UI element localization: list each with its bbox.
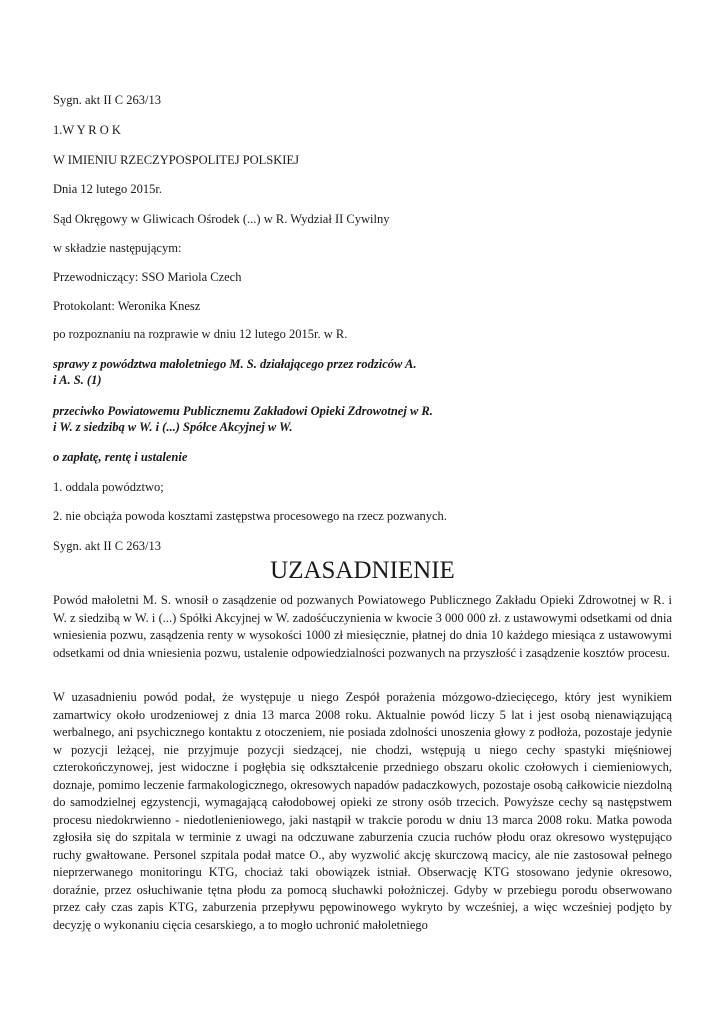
presiding-judge: Przewodniczący: SSO Mariola Czech <box>53 270 242 284</box>
justification-paragraph-1: Powód małoletni M. S. wnosił o zasądzenie od pozwanych Powiatowego Publicznego Zakładu Opieki Zdrowotnej w R. i W. z siedzibą w W. i (...) Spółki Akcyjnej w W. zadośćuczynienia w kwocie 3 000 000 zł. z ustawowymi odsetkami od dnia wniesienia pozwu, zasądzenia renty w wysokości 1000 zł miesięcznie, płatnej do dnia 10 każdego miesiąca z ustawowymi odsetkami od dnia wniesienia pozwu, ustalenie odpowiedzialności pozwanych na przyszłość i zasądzenie kosztów procesu. <box>53 593 672 660</box>
justification-case-number: Sygn. akt II C 263/13 <box>53 539 161 553</box>
court-clerk: Protokolant: Weronika Knesz <box>53 299 201 313</box>
case-subject: o zapłatę, rentę i ustalenie <box>53 450 188 464</box>
case-number: Sygn. akt II C 263/13 <box>53 93 161 107</box>
verdict-date: Dnia 12 lutego 2015r. <box>53 182 163 196</box>
composition-intro: w składzie następującym: <box>53 241 182 255</box>
justification-title: UZASADNIENIE <box>270 557 455 584</box>
in-the-name-heading: W IMIENIU RZECZYPOSPOLITEJ POLSKIEJ <box>53 153 299 167</box>
court-name: Sąd Okręgowy w Gliwicach Ośrodek (...) w R. Wydział II Cywilny <box>53 212 390 226</box>
verdict-title: 1.W Y R O K <box>53 123 121 137</box>
defendant-line-1: przeciwko Powiatowemu Publicznemu Zakładowi Opieki Zdrowotnej w R. <box>53 404 433 418</box>
justification-paragraph-2: W uzasadnieniu powód podał, że występuje u niego Zespół porażenia mózgowo-dziecięcego, który jest wynikiem zamartwicy około urodzeniowej z dnia 13 marca 2008 roku. Aktualnie powód liczy 5 lat i jest osobą nienawiązującą werbalnego, ani psychicznego kontaktu z otoczeniem, nie posiada zdolności unoszenia głowy z podłoża, pozostaje jedynie w pozycji leżącej, nie przyjmuje pozycji siedzącej, nie chodzi, wstępują u niego cechy spastyki mięśniowej czterokończynowej, jest widoczne i pogłębia się odkształcenie przedniego obszaru okolic czołowych i ciemieniowych, doznaje, pomimo leczenie farmakologicznego, okresowych napadów padaczkowych, pozostaje osobą całkowicie niezdolną do samodzielnej egzystencji, wymagającą całodobowej opieki ze strony osób trzecich. Powyższe cechy są następstwem procesu niedokrwienno - niedotlenieniowego, jaki nastąpił w trakcie porodu w dniu 13 marca 2008 roku. Matka powoda zgłosiła się do szpitala w terminie z uwagi na odczuwane zaburzenia czucia ruchów płodu oraz okresowo występująco ruchy gwałtowane. Personel szpitala podał matce O., aby wyzwolić akcję skurczową macicy, ale nie zastosował pełnego nieprzerwanego monitoringu KTG, chociaż taki obowiązek istniał. Obserwację KTG stosowano jedynie okresowo, doraźnie, przez osłuchiwanie tętna płodu za pomocą słuchawki położniczej. Gdyby w przebiegu porodu obserwowano przez cały czas zapis KTG, zaburzenia przepływu pępowinowego wykryto by wcześniej, a więc wcześniej podjęto by decyzję o wykonaniu cięcia cesarskiego, a to mogło uchronić małoletniego <box>53 690 672 932</box>
defendant-line-2: i W. z siedzibą w W. i (...) Spółce Akcyjnej w W. <box>53 420 293 434</box>
hearing-info: po rozpoznaniu na rozprawie w dniu 12 lutego 2015r. w R. <box>53 327 348 341</box>
ruling-item-1: 1. oddala powództwo; <box>53 480 164 494</box>
plaintiff-line-1: sprawy z powództwa małoletniego M. S. działającego przez rodziców A. <box>53 357 417 371</box>
ruling-item-2: 2. nie obciąża powoda kosztami zastępstwa procesowego na rzecz pozwanych. <box>53 509 447 523</box>
plaintiff-line-2: i A. S. (1) <box>53 373 102 387</box>
